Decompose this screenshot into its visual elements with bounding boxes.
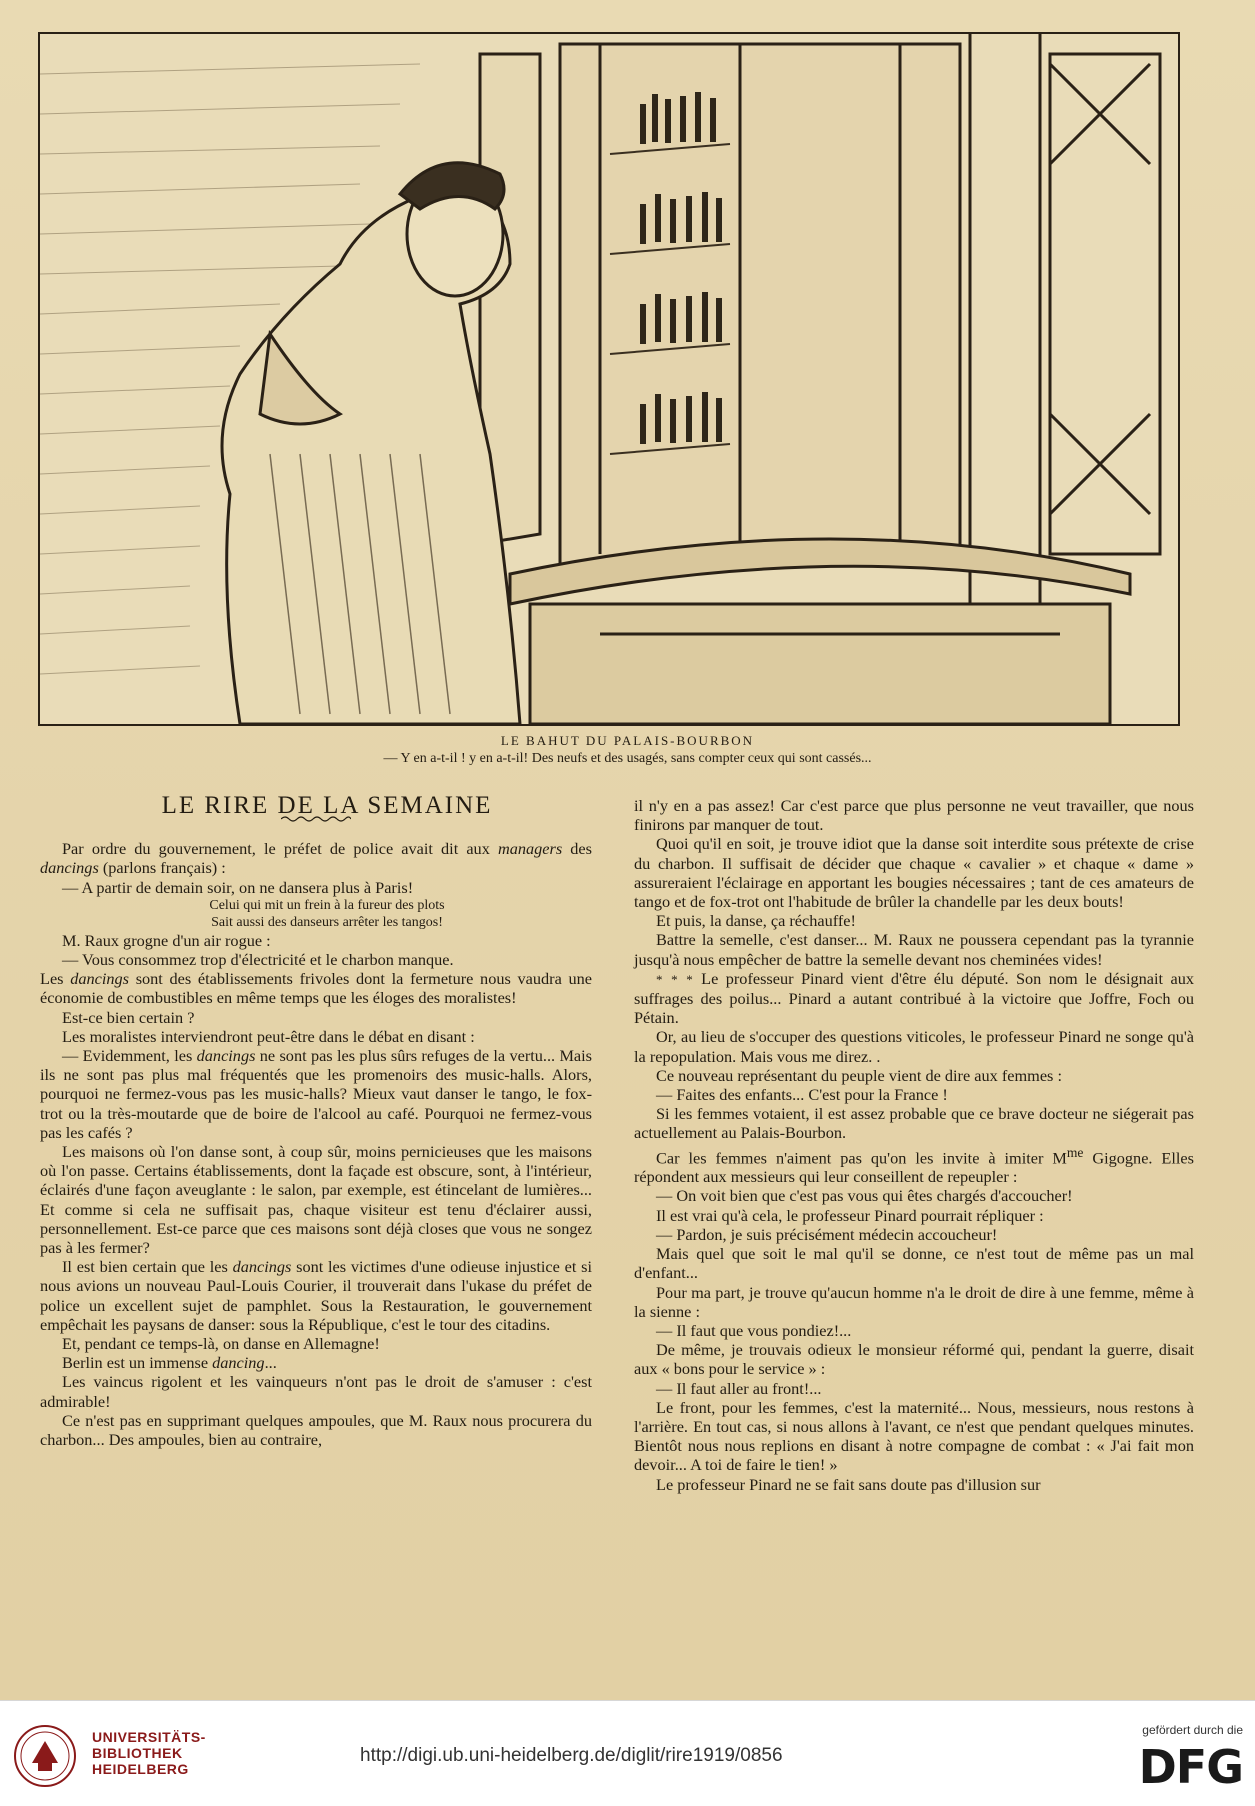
paragraph: — Faites des enfants... C'est pour la France ! — [656, 1085, 948, 1105]
paragraph: Il est bien certain que les dancings sont les victimes d'une odieuse injustice et si nous avions un nouveau Paul-Louis Courier, il trouverait dans l'ukase du préfet de police un excellent sujet de pamphlet. Sous la Restauration, le gouvernement empêchait les paysans de danser: sous la République, c'est le tour des citadins. — [40, 1257, 592, 1334]
section-stars: * * * — [656, 971, 694, 987]
paragraph: Le front, pour les femmes, c'est la maternité... Nous, messieurs, nous restons à l'arrière. En tout cas, si nous allons à l'avant, ce n'est que pendant quelques minutes. Bientôt nous nous replions en disant à notre compagne de combat : « J'ai fait mon devoir... A toi de faire le tien! » — [634, 1397, 1194, 1475]
cartoon-drawing — [40, 34, 1178, 724]
paragraph: * * * Le professeur Pinard vient d'être élu député. Son nom le désignait aux suffrages des poilus... Pinard a autant contribué à la victoire que Joffre, Foch ou Pétain. — [634, 968, 1195, 1028]
cartoon-illustration — [38, 32, 1180, 726]
article-column-right — [634, 796, 1194, 1494]
paragraph: Mais quel que soit le mal qu'il se donne, ce n'est tout de même pas un mal d'enfant... — [634, 1244, 1194, 1283]
paragraph: Et, pendant ce temps-là, on danse en Allemagne! — [62, 1334, 380, 1354]
paragraph: De même, je trouvais odieux le monsieur réformé qui, pendant la guerre, disait aux « bons pour le service » : — [634, 1340, 1194, 1379]
paragraph: Le professeur Pinard ne se fait sans doute pas d'illusion sur — [656, 1474, 1041, 1494]
verse-line: Sait aussi des danseurs arrêter les tangos! — [211, 914, 443, 930]
caption-title: LE BAHUT DU PALAIS-BOURBON — [500, 733, 755, 748]
university-seal-icon — [12, 1723, 82, 1789]
university-library-name: UNIVERSITÄTS- BIBLIOTHEK HEIDELBERG — [92, 1729, 206, 1777]
paragraph: Or, au lieu de s'occuper des questions viticoles, le professeur Pinard ne songe qu'à la repopulation. Mais vous me direz. . — [634, 1027, 1194, 1066]
paragraph: Si les femmes votaient, il est assez probable que ce brave docteur ne siégerait pas actuellement au Palais-Bourbon. — [634, 1104, 1194, 1143]
paragraph: Les dancings sont des établissements frivoles dont la fermeture nous vaudra une économie de combustibles en même temps que les éloges des moralistes! — [40, 969, 592, 1008]
paragraph: — Il faut aller au front!... — [656, 1378, 822, 1398]
paragraph: Par ordre du gouvernement, le préfet de police avait dit aux managers des dancings (parlons français) : — [40, 839, 592, 878]
paragraph: Car les femmes n'aiment pas qu'on les invite à imiter $M^{me}$ Gigogne. Elles répondent aux messieurs qui leur conseillent de repeupler : — [634, 1144, 1194, 1187]
verse-line: Celui qui mit un frein à la fureur des plots — [209, 897, 445, 913]
paragraph: Ce nouveau représentant du peuple vient de dire aux femmes : — [656, 1065, 1062, 1085]
paragraph: Et puis, la danse, ça réchauffe! — [656, 911, 856, 931]
funding-label: gefördert durch die — [1142, 1723, 1243, 1737]
paragraph: Les vaincus rigolent et les vainqueurs n'ont pas le droit de s'amuser : c'est admirable! — [40, 1372, 592, 1411]
paragraph: — Pardon, je suis précisément médecin accoucheur! — [656, 1224, 998, 1244]
paragraph: il n'y en a pas assez! Car c'est parce que plus personne ne veut travailler, que nous finirons par manquer de tout. — [634, 796, 1194, 835]
article-column-left — [40, 792, 593, 1450]
paragraph: Quoi qu'il en soit, je trouve idiot que la danse soit interdite sous prétexte de crise du charbon. Il suffisait de décider que chaque « cavalier » et chaque « dame » assureraient l'éclairage en apportant les bougies nécessaires ; tant de ces amateurs de tango et de fox-trot ont l'habitude de brûler la chandelle par les deux bouts! — [634, 834, 1194, 912]
article-headline: LE RIRE DE LA SEMAINE — [161, 792, 493, 819]
paragraph: — Vous consommez trop d'électricité et le charbon manque. — [62, 950, 454, 970]
paragraph: Il est vrai qu'à cela, le professeur Pinard pourrait répliquer : — [656, 1205, 1044, 1225]
paragraph: — A partir de demain soir, on ne dansera plus à Paris! — [62, 877, 414, 897]
dfg-logo: DFG — [1138, 1740, 1243, 1794]
paragraph: — Evidemment, les dancings ne sont pas les plus sûrs refuges de la vertu... Mais ils ne sont pas plus mal fréquentés que les promenoirs des music-halls. Alors, pourquoi ne fermez-vous pas les music-halls? Mieux vaut danser le tango, le fox-trot ou la très-moutarde que de boire de l'alcool au café. Pourquoi ne fermez-vous pas les cafés ? — [40, 1046, 593, 1142]
permalink-url[interactable]: http://digi.ub.uni-heidelberg.de/diglit/rire1919/0856 — [360, 1745, 783, 1766]
paragraph: Les maisons où l'on danse sont, à coup sûr, moins pernicieuses que les maisons où l'on passe. Certains établissements, dont la façade est obscure, sont, à l'intérieur, éclairés d'une façon aveuglante : le salon, par exemple, est étincelant de lumières... Et comme si cela ne suffisait pas, chaque visiteur est tenu d'éclairer aussi, personnellement. Est-ce parce que ces maisons sont déjà closes que vous ne songez pas à les fermer? — [40, 1142, 592, 1258]
paragraph: M. Raux grogne d'un air rogue : — [62, 930, 271, 950]
caption-text: — Y en a-t-il ! y en a-t-il! Des neufs et des usagés, sans compter ceux qui sont cassés... — [383, 751, 872, 766]
paragraph: Battre la semelle, c'est danser... M. Raux ne poussera cependant pas la tyrannie jusqu'à nous empêcher de battre la semelle devant nos cheminées vides! — [634, 930, 1194, 969]
paragraph: Berlin est un immense dancing... — [62, 1353, 277, 1373]
paragraph: — On voit bien que c'est pas vous qui êtes chargés d'accoucher! — [656, 1186, 1073, 1206]
paragraph: — Il faut que vous pondiez!... — [656, 1320, 852, 1340]
paragraph: Ce n'est pas en supprimant quelques ampoules, que M. Raux nous procurera du charbon... Des ampoules, bien au contraire, — [40, 1410, 592, 1450]
paragraph: Les moralistes interviendront peut-être dans le débat en disant : — [62, 1026, 475, 1046]
paragraph: Pour ma part, je trouve qu'aucun homme n'a le droit de dire à une femme, même à la sienne : — [634, 1282, 1194, 1321]
digitization-footer — [0, 1700, 1255, 1806]
paragraph: Est-ce bien certain ? — [62, 1007, 195, 1027]
